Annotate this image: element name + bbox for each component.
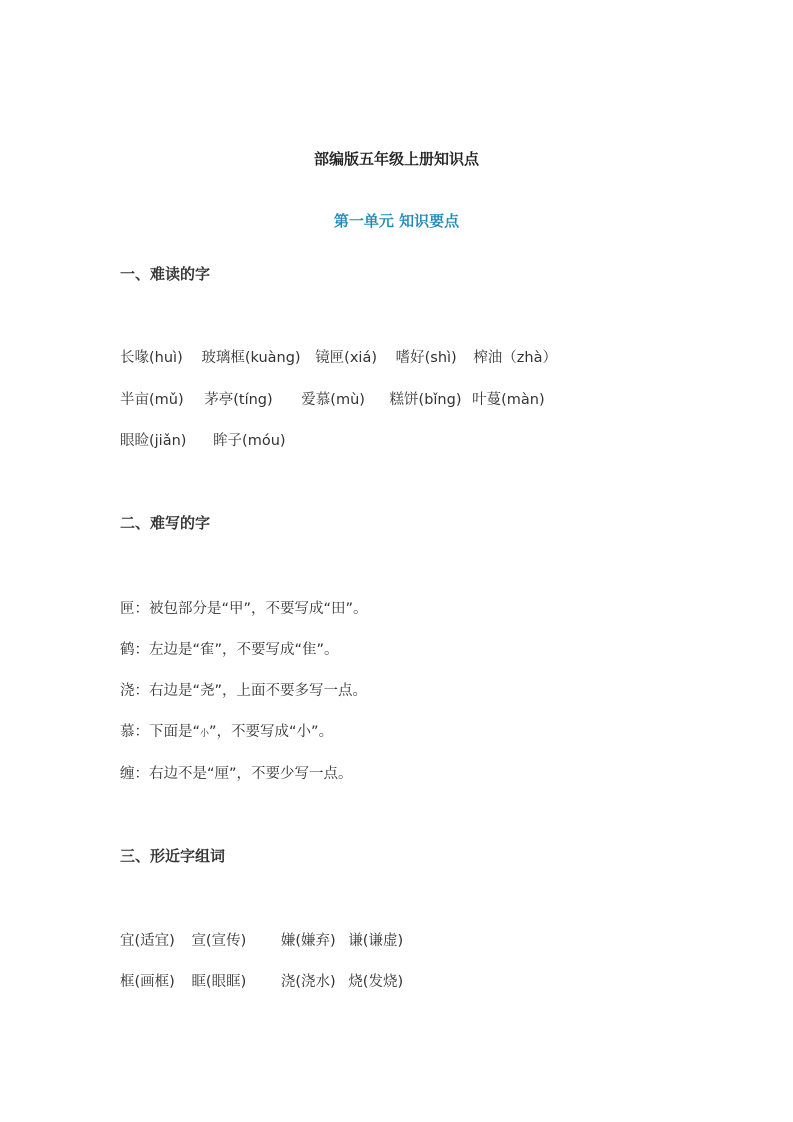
word-item: 谦(谦虚) xyxy=(348,933,404,949)
reading-item: 镜匣(xiá) xyxy=(315,350,377,366)
reading-item: 茅亭(tíng) xyxy=(204,392,273,408)
word-item: 浇(浇水) xyxy=(280,974,336,990)
reading-row-2 xyxy=(120,388,545,409)
unit-title: 第一单元 知识要点 xyxy=(333,212,460,230)
writing-note-part: ”，不要写成“小”。 xyxy=(209,724,334,740)
reading-item: 眼睑(jiǎn) xyxy=(120,433,187,449)
word-item: 嫌(嫌弃) xyxy=(280,933,336,949)
word-item: 烧(发烧) xyxy=(348,974,404,990)
word-item: 框(画框) xyxy=(120,974,175,990)
reading-item: 爱慕(mù) xyxy=(301,392,365,408)
word-item: 宣(宣传) xyxy=(191,933,247,949)
writing-note xyxy=(120,720,333,741)
reading-row-1 xyxy=(120,346,557,367)
writing-note: 匣：被包部分是“甲”，不要写成“田”。 xyxy=(120,601,368,617)
reading-row-3 xyxy=(120,429,286,450)
reading-item: 长喙(huì) xyxy=(120,350,183,366)
similar-row-2 xyxy=(120,970,403,991)
word-item: 宜(适宜) xyxy=(120,933,175,949)
reading-item: 玻璃框(kuàng) xyxy=(201,350,301,366)
reading-item: 眸子(móu) xyxy=(213,433,286,449)
small-glyph: 小 xyxy=(200,729,210,739)
reading-item: 半亩(mǔ) xyxy=(120,392,184,408)
word-item: 眶(眼眶) xyxy=(191,974,247,990)
reading-item: 榨油（zhà） xyxy=(473,350,557,366)
section-heading-difficult-to-read: 一、难读的字 xyxy=(120,265,211,283)
document-title: 部编版五年级上册知识点 xyxy=(313,150,479,168)
writing-note: 缠：右边不是“厘”，不要少写一点。 xyxy=(120,766,353,782)
writing-note: 浇：右边是“尧”，上面不要多写一点。 xyxy=(120,683,368,699)
reading-item: 嗜好(shì) xyxy=(395,350,457,366)
reading-item: 叶蔓(màn) xyxy=(472,392,545,408)
writing-note: 鹤：左边是“隺”，不要写成“隹”。 xyxy=(120,642,339,658)
reading-item: 糕饼(bǐng) xyxy=(389,392,462,408)
similar-row-1 xyxy=(120,929,403,950)
section-heading-similar-characters: 三、形近字组词 xyxy=(120,847,226,865)
section-heading-difficult-to-write: 二、难写的字 xyxy=(120,514,211,532)
writing-note-part: 慕：下面是“ xyxy=(120,724,201,740)
